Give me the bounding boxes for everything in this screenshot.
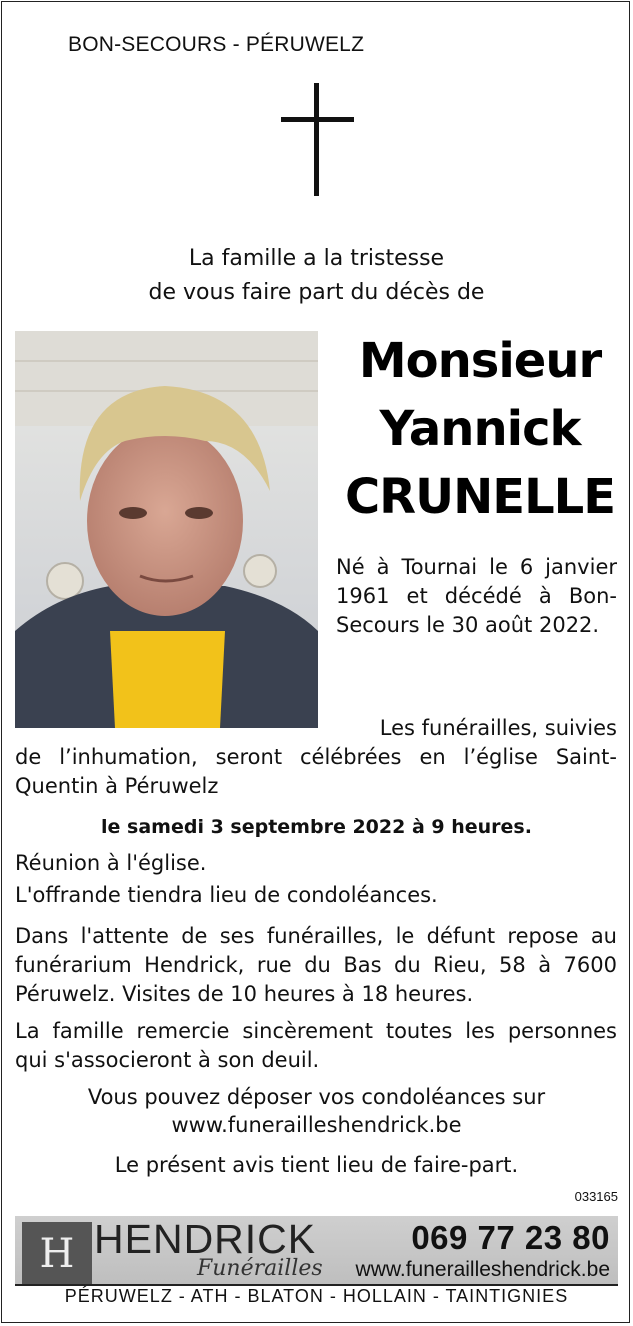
website-link[interactable]: www.funerailleshendrick.be	[355, 1258, 610, 1281]
cross-icon	[281, 83, 355, 199]
intro-line-2: de vous faire part du décès de	[148, 280, 485, 305]
thanks-text: La famille remercie sincèrement toutes les personnes qui s'associeront à son deuil.	[15, 1019, 617, 1072]
funeral-text	[15, 714, 617, 801]
condolences-link[interactable]: www.funerailleshendrick.be	[171, 1113, 462, 1137]
offering-text: L'offrande tiendra lieu de condoléances.	[15, 883, 438, 907]
birth-death-text: Né à Tournai le 6 janvier 1961 et décédé à Bon-Secours le 30 août 2022.	[336, 555, 617, 637]
intro-line-1: La famille a la tristesse	[188, 246, 445, 271]
notice-text: Le présent avis tient lieu de faire-part.	[114, 1153, 519, 1177]
portrait-photo	[15, 331, 318, 728]
towns-list: PÉRUWELZ - ATH - BLATON - HOLLAIN - TAINTIGNIES	[15, 1284, 618, 1306]
brand-subtitle: Funérailles	[197, 1256, 323, 1281]
phone-number[interactable]: 069 77 23 80	[411, 1219, 610, 1256]
intro-text	[0, 242, 633, 310]
name-title: Monsieur	[358, 333, 602, 389]
condolences-line-1: Vous pouvez déposer vos condoléances sur	[87, 1085, 546, 1109]
name-last: CRUNELLE	[344, 469, 616, 525]
funeral-text-rest: de l’inhumation, seront célébrées en l’église Saint-Quentin à Péruwelz	[15, 745, 617, 798]
hendrick-logo: H	[22, 1222, 92, 1286]
name-first: Yannick	[379, 401, 581, 457]
meeting-text: Réunion à l'église.	[15, 851, 207, 875]
condolences-text	[0, 1083, 633, 1139]
ceremony-date: le samedi 3 septembre 2022 à 9 heures.	[101, 816, 532, 838]
reference-number: 033165	[574, 1189, 618, 1204]
visitation-text: Dans l'attente de ses funérailles, le défunt repose au funérarium Hendrick, rue du Bas du Rieu, 58 à 7600 Péruwelz. Visites de 10 heures à 18 heures.	[15, 924, 617, 1006]
funeral-text-first: Les funérailles, suivies	[379, 716, 617, 740]
brand-name: HENDRICK	[94, 1216, 317, 1262]
funeral-home-banner	[15, 1216, 618, 1306]
deceased-name	[330, 327, 630, 531]
location-header: BON-SECOURS - PÉRUWELZ	[68, 33, 365, 56]
